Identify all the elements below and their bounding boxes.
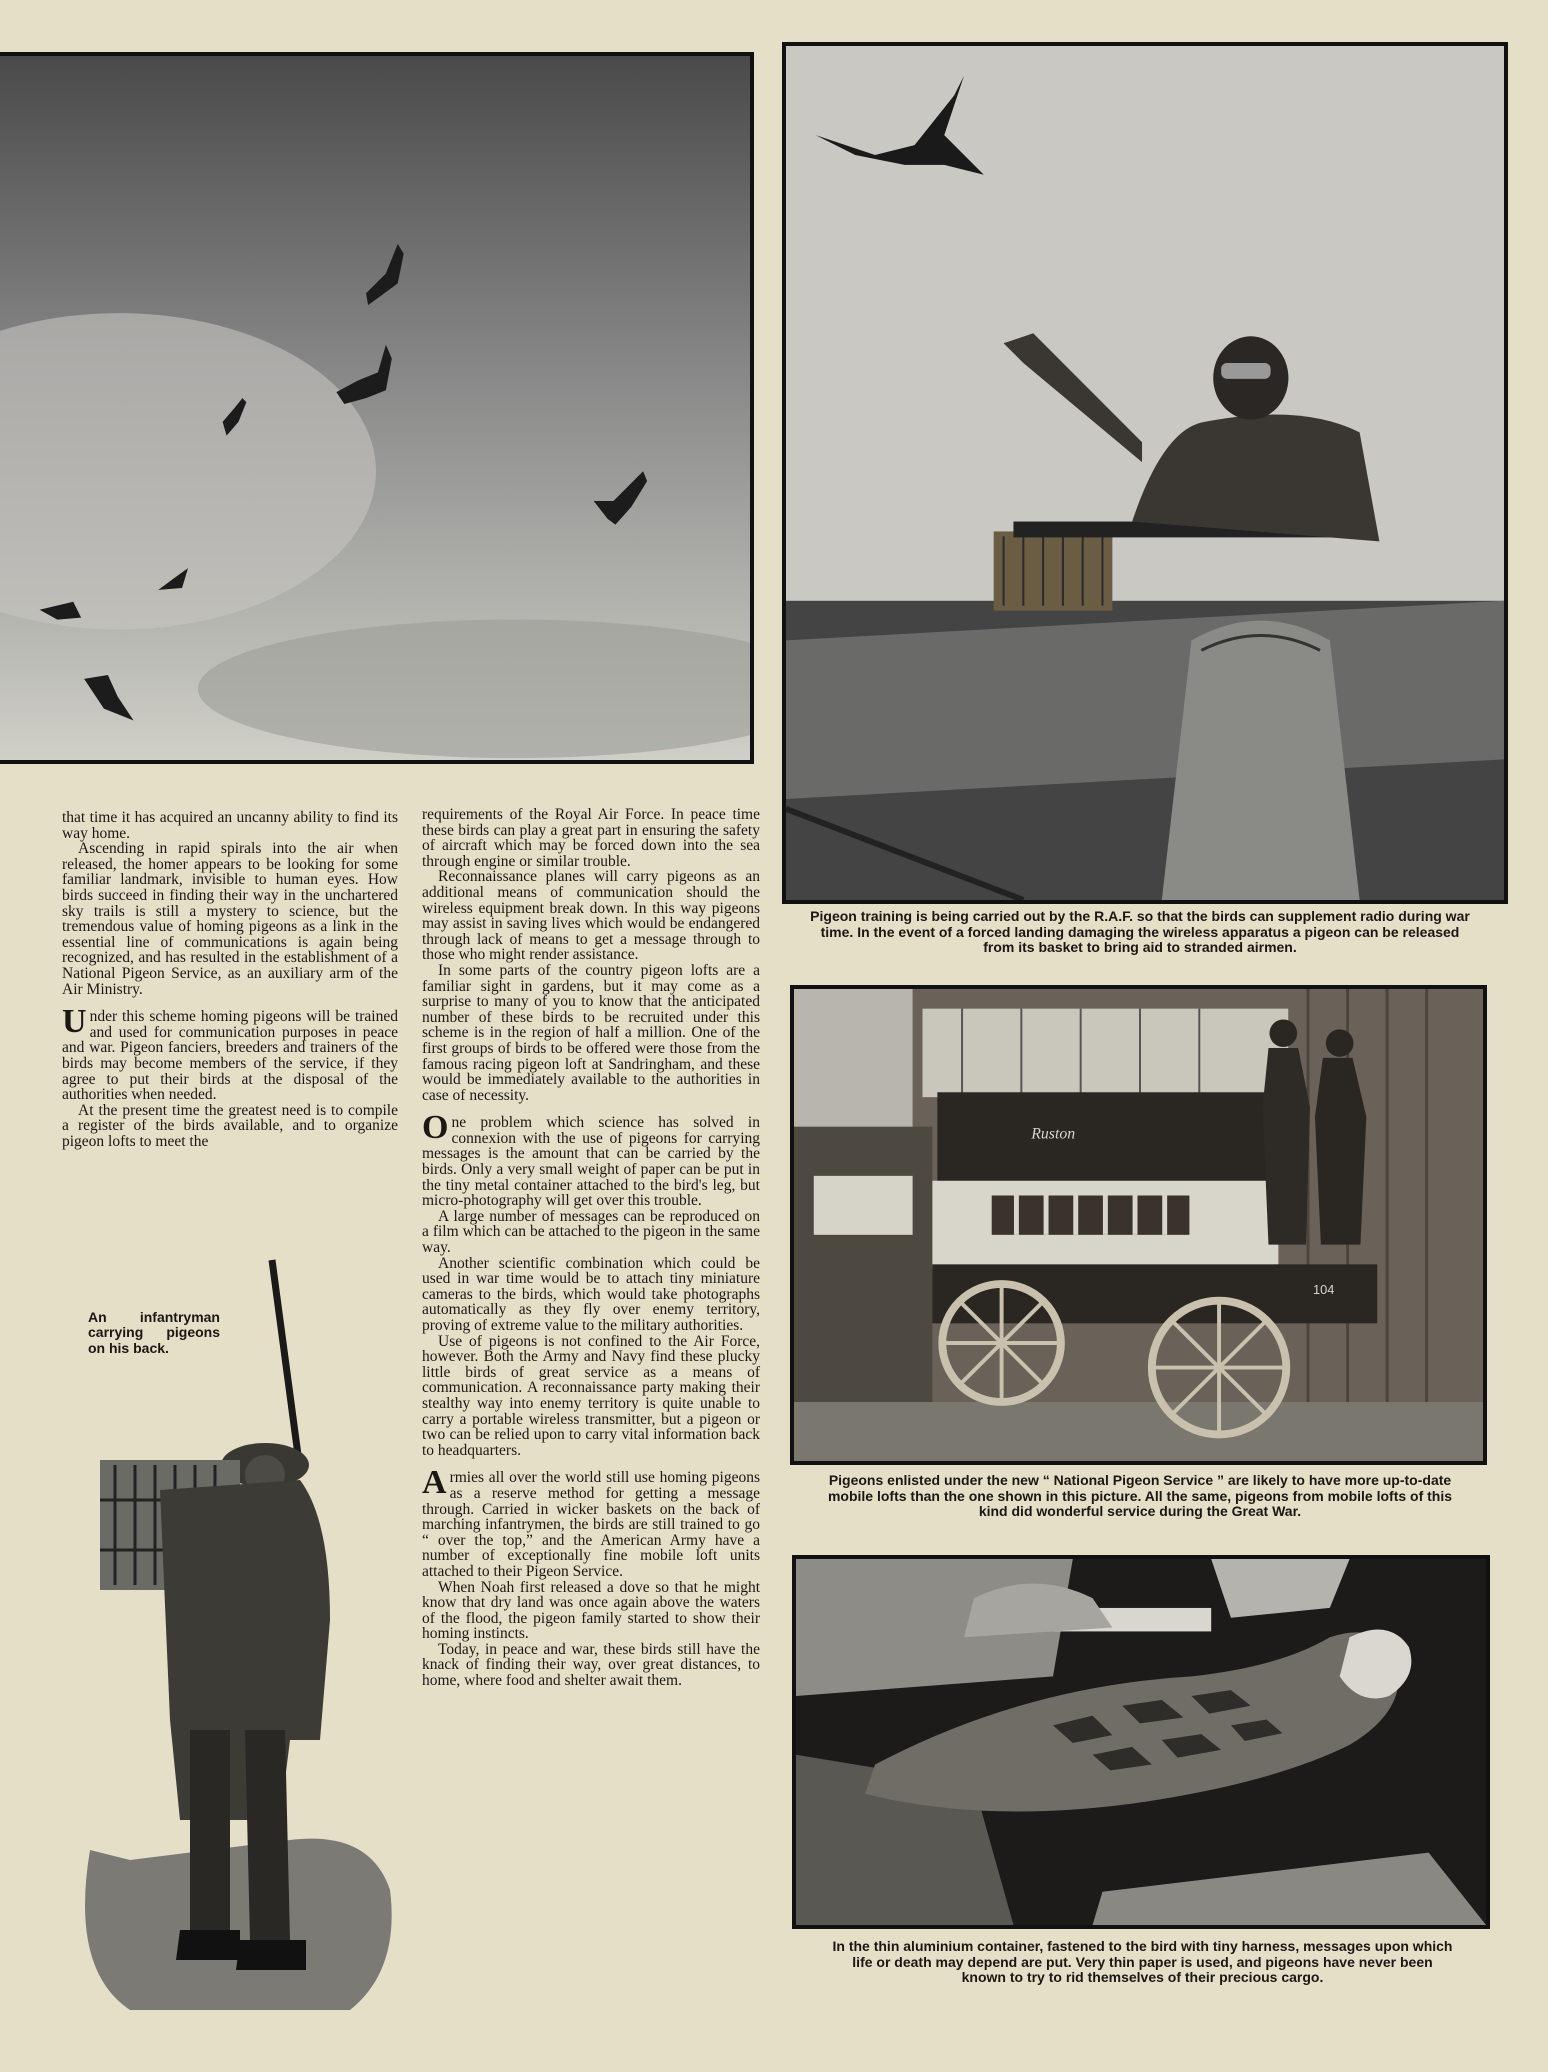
photo-pigeon-in-hands [792,1555,1490,1929]
caption-aluminium-container: In the thin aluminium container, fastened to the bird with tiny harness, messages upon which life or death may depend are put. Very thin paper is used, and pigeons have never been known to try to rid themselves of their precious cargo. [832,1938,1453,1986]
drop-cap-a: A [422,1464,447,1502]
col2-paragraph-10: Today, in peace and war, these birds still have the knack of finding their way, over great distances, to home, where food and shelter await them. [422,1640,760,1690]
photo-pigeons-in-flight [0,52,754,764]
col1-paragraph-4: At the present time the greatest need is to compile a register of the birds available, and to organize pigeon lofts to meet the [62,1101,398,1150]
caption-mobile-lofts: Pigeons enlisted under the new “ National Pigeon Service ” are likely to have more up-to-date mobile lofts than the one shown in this picture. All the same, pigeons from mobile lofts of this kind did wonderful service during the Great War. [827,1472,1453,1520]
col2-paragraph-8 [422,1464,760,1580]
col2-paragraph-3: In some parts of the country pigeon lofts are a familiar sight in gardens, but it may come as a surprise to many of you to know that the anticipated number of these birds to be recruited under this scheme is in the region of half a million. One of the first groups of birds to be offered were those from the famous racing pigeon loft at Sandringham, and these would be immediately available to the authorities in case of necessity. [422,961,760,1104]
col1-paragraph-3 [62,1003,398,1104]
col2-paragraph-8-text: rmies all over the world still use homing pigeons as a reserve method for getting a message through. Carried in wicker baskets on the back of marching infantrymen, the birds are still trained to go “ over the top,” and the American Army have a number of exceptionally fine mobile loft units attached to their Pigeon Service. [422,1469,760,1580]
col1-paragraph-3-text: nder this scheme homing pigeons will be trained and used for communication purposes in peace and war. Pigeon fanciers, breeders and trainers of the birds may become members of the service, if they agree to put their birds at the disposal of the authorities when needed. [62,1008,398,1104]
col1-paragraph-1: that time it has acquired an uncanny ability to find its way home. [62,809,398,842]
col1-paragraph-2: Ascending in rapid spirals into the air when released, the homer appears to be looking for some familiar landmark, invisible to human eyes. How birds succeed in finding their way in the unchartered sky trails is still a mystery to science, but the tremendous value of homing pigeons as a link in the essential line of communications is again being recognized, and has resulted in the establishment of a National Pigeon Service, as an auxiliary arm of the Air Ministry. [62,840,398,998]
article-column-1 [62,810,398,1149]
col2-paragraph-7: Use of pigeons is not confined to the Air Force, however. Both the Army and Navy find these plucky little birds of great service as a means of communication. A reconnaissance party making their stealthy way into enemy territory is quite unable to carry a portable wireless transmitter, but a pigeon or two can be relied upon to carry vital information back to headquarters. [422,1332,760,1459]
photo-infantryman [60,1250,420,2020]
caption-raf-training: Pigeon training is being carried out by the R.A.F. so that the birds can supplement radio during war time. In the event of a forced landing damaging the wireless apparatus a pigeon can be released from its basket to bring aid to stranded airmen. [810,908,1470,956]
col2-paragraph-2: Reconnaissance planes will carry pigeons as an additional means of communication should the wireless equipment break down. In this way pigeons may assist in saving lives which would be endangered through lack of means to get a message through to those who might render assistance. [422,868,760,964]
col2-paragraph-5: A large number of messages can be reproduced on a film which can be attached to the pigeon in the same way. [422,1207,760,1257]
col2-paragraph-6: Another scientific combination which could be used in war time would be to attach tiny miniature cameras to the birds, which would take photographs automatically as they fly over enemy territory, proving of extreme value to the military authorities. [422,1254,760,1334]
caption-infantryman: An infantryman carrying pigeons on his back. [88,1309,220,1356]
col2-paragraph-4-text: ne problem which science has solved in connexion with the use of pigeons for carrying messages is the amount that can be carried by the birds. Only a very small weight of paper can be put in the tiny metal container attached to the bird's leg, but micro-photography will get over this trouble. [422,1114,760,1210]
wagon-number-label: 104 [1312,1281,1335,1297]
drop-cap-u: U [62,1003,87,1041]
drop-cap-o: O [422,1109,449,1147]
col2-paragraph-4 [422,1109,760,1210]
col2-paragraph-1: requirements of the Royal Air Force. In peace time these birds can play a great part in ensuring the safety of aircraft which may be forced down into the sea through engine or similar trouble. [422,806,760,870]
photo-mobile-pigeon-loft [790,985,1487,1465]
wagon-maker-label: Ruston [1031,1125,1076,1143]
article-column-2 [422,807,760,1689]
photo-raf-pigeon-release [782,42,1508,904]
col2-paragraph-9: When Noah first released a dove so that he might know that dry land was once again above the waters of the flood, the pigeon family started to show their homing instincts. [422,1578,760,1643]
